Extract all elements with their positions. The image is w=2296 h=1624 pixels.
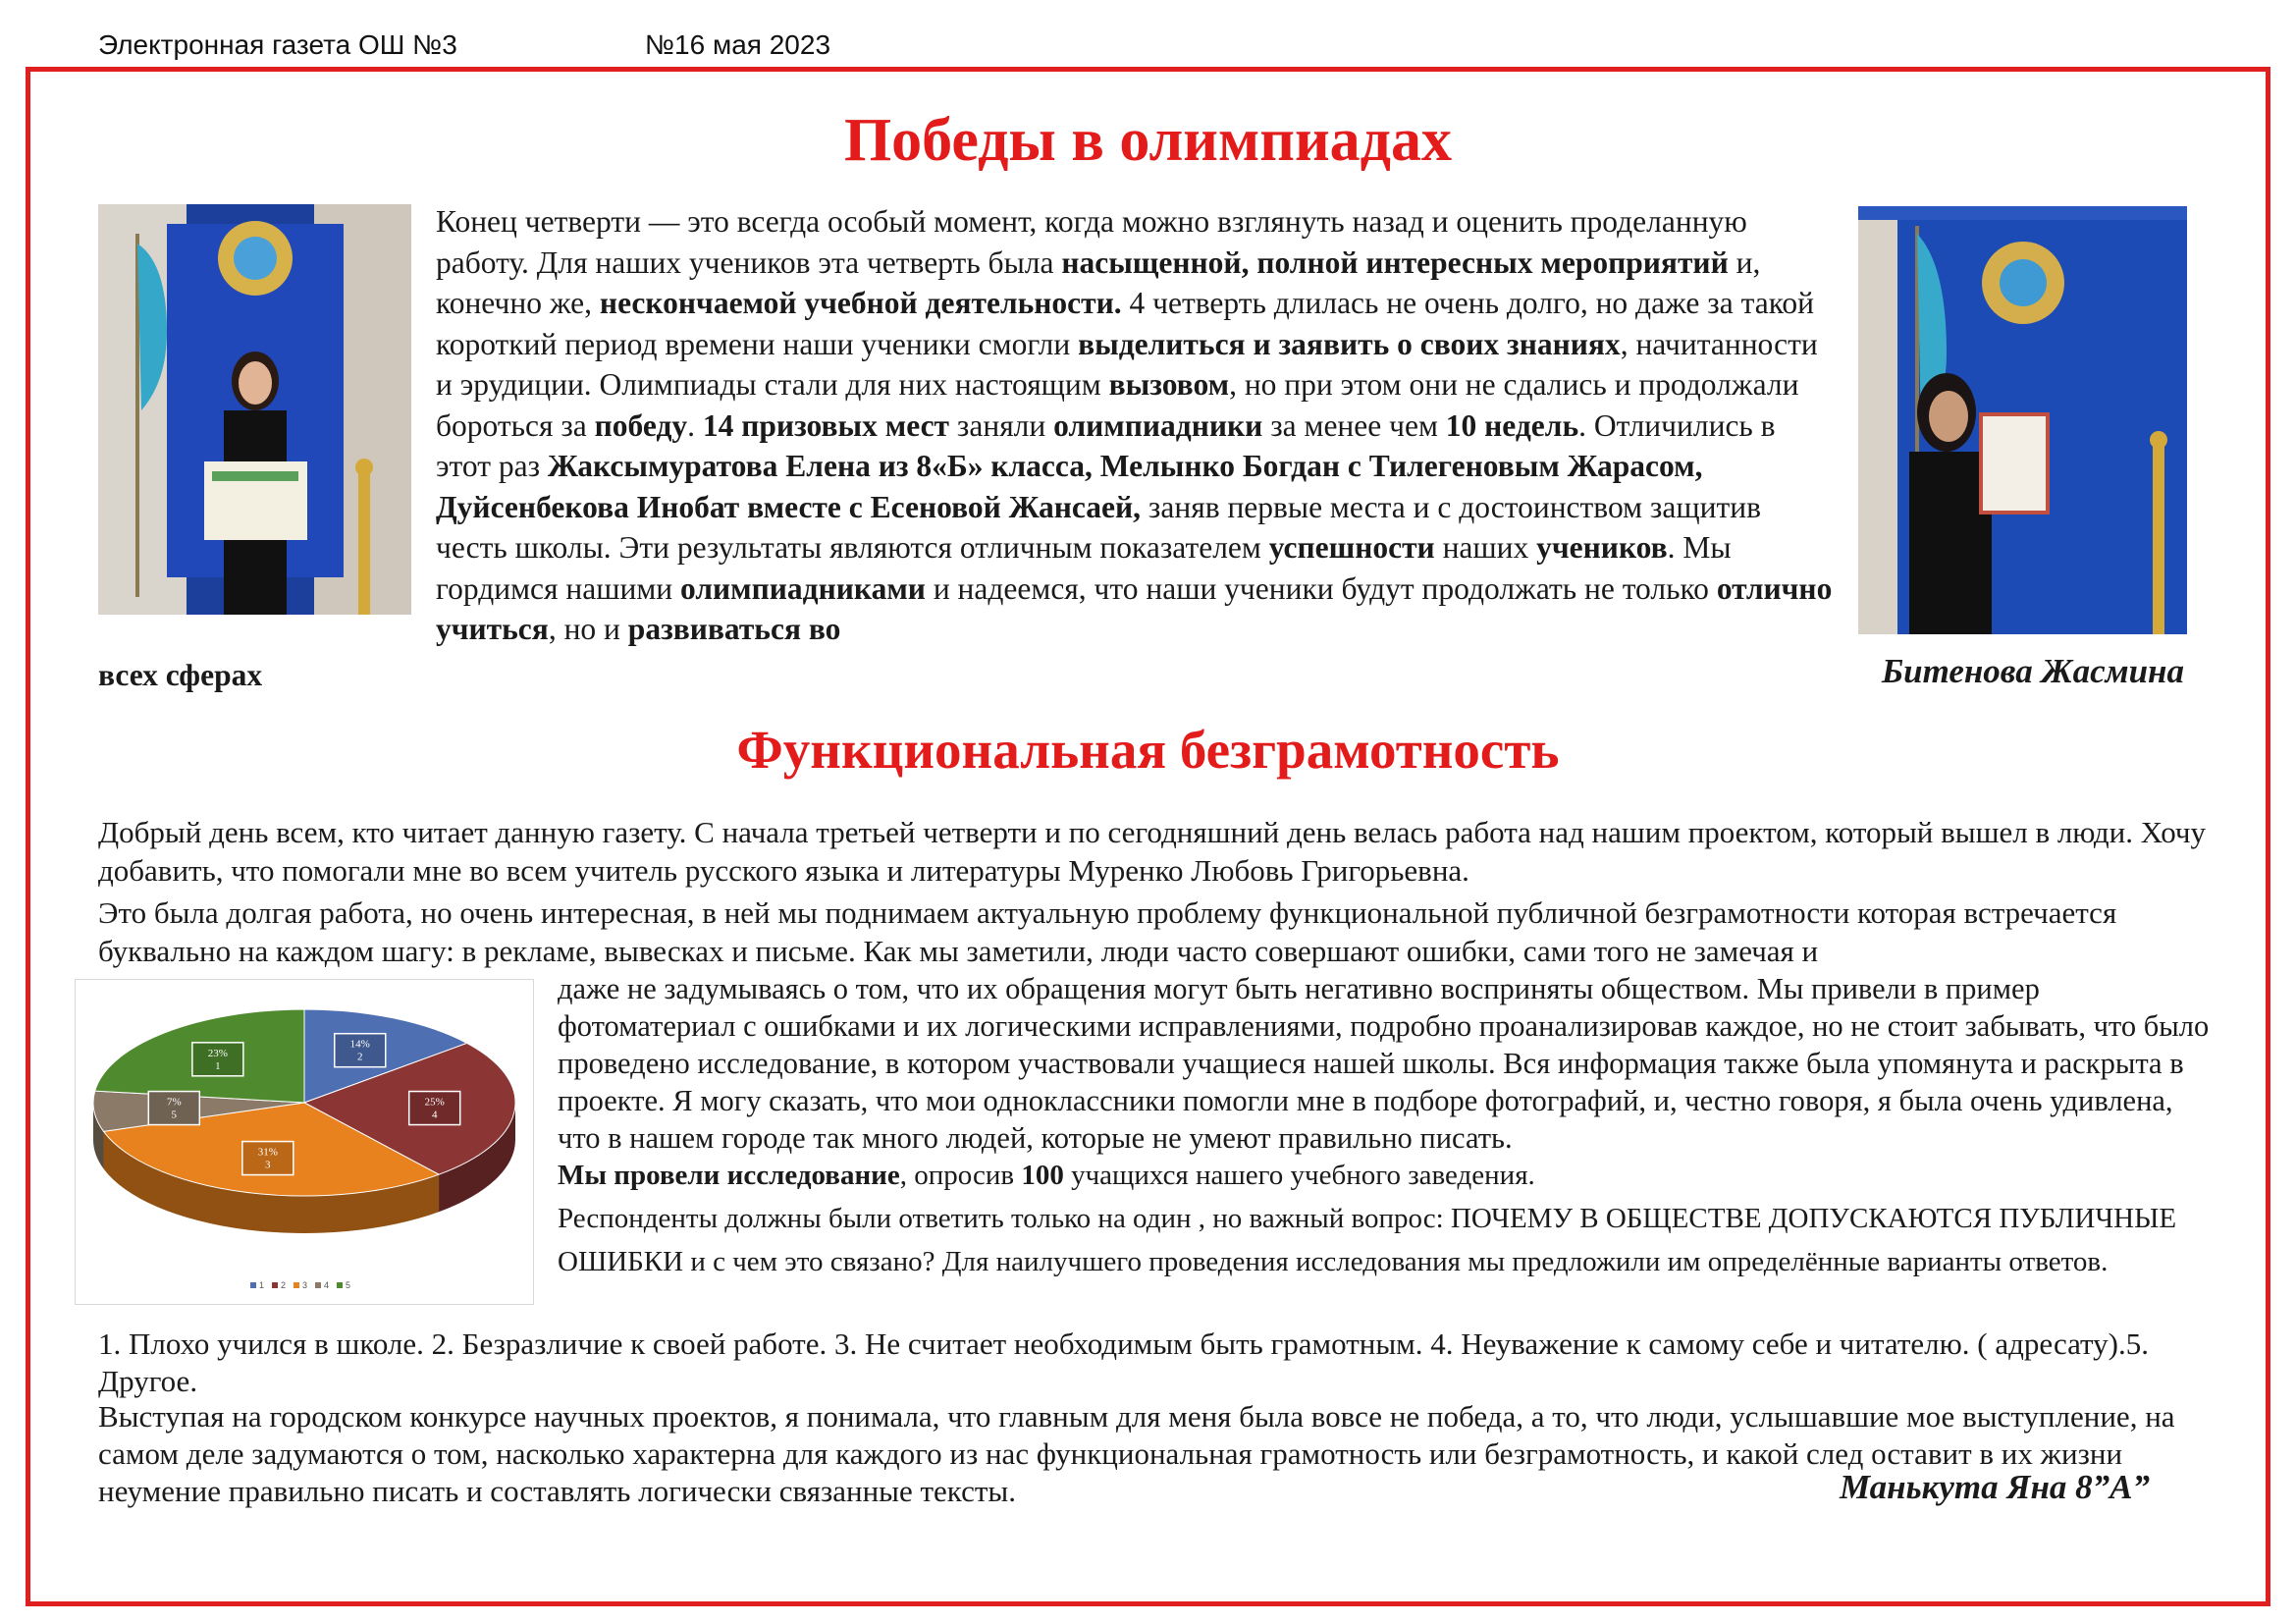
article1-bold-run: насыщенной, полной интересных мероприятий xyxy=(1061,244,1729,280)
issue-date: №16 мая 2023 xyxy=(645,29,831,60)
article1-overflow-line: всех сферах xyxy=(98,658,263,692)
legend-swatch-4 xyxy=(315,1282,321,1288)
legend-label-5: 5 xyxy=(346,1280,351,1290)
article1-text-run: , но при этом они не сдались и продолжали бороться за xyxy=(436,367,1799,443)
article1-text-run: 4 четверть длилась не очень долго, но даже за такой короткий период времени наши ученики смогли xyxy=(436,286,1815,361)
article1-text-run: и надеемся, что наши ученики будут продолжать не только xyxy=(925,570,1717,606)
article1-bold-run: 10 недель xyxy=(1445,407,1579,443)
data-label-4: 7% xyxy=(166,1096,182,1109)
legend-swatch-2 xyxy=(272,1282,278,1288)
legend-label-4: 4 xyxy=(324,1280,330,1290)
survey-pie-chart xyxy=(75,979,534,1305)
data-label-2: 4 xyxy=(431,1109,438,1121)
legend-swatch-3 xyxy=(294,1282,299,1288)
article2-author: Манькута Яна 8”А” xyxy=(1840,1468,2150,1506)
data-label-5: 1 xyxy=(215,1059,221,1072)
article1-bold-run: выделиться и заявить о своих знаниях xyxy=(1078,326,1621,361)
article2-final-paragraph: Выступая на городском конкурсе научных проектов, я понимала, что главным для меня была вовсе не победа, а то, что люди, услышавшие мое выступление, на самом деле задумаются о том, насколько характерна для каждого из нас функциональная грамотность или безграмотность, и какой след оставит в их жизни неумение правильно писать и составлять логически связанные тексты. xyxy=(98,1399,2175,1508)
article1-bold-run: победу xyxy=(594,407,688,443)
article1-text-run: заняв первые места и с достоинством защитив честь школы. Эти результаты являются отличным показателем xyxy=(436,489,1761,565)
article1-text-run: и, конечно же, xyxy=(436,244,1761,320)
article1-bold-run: нескончаемой учебной деятельности. xyxy=(599,286,1122,320)
article2-paragraph-3: даже не задумываясь о том, что их обращения могут быть негативно восприняты обществом. Мы привели в пример фотоматериал с ошибками и их логическими исправлениями, подробно проанализировав каждое, но не стоит забывать, что было проведено исследование, в котором участвовали учащиеся нашей школы. Вся информация также была упомянута и раскрыта в проекте. Я могу сказать, что мои одноклассники помогли мне в подборе фотографий, и, честно говоря, я была очень удивлена, что в нашем городе так много людей, которые не умеют правильно писать. xyxy=(558,972,2210,1155)
article1-bold-run: Жаксымуратова Елена из 8«Б» класса, Мелынко Богдан с Тилегеновым Жарасом, Дуйсенбекова Инобат вместе с Есеновой Жансаей, xyxy=(436,449,1703,524)
research-line xyxy=(558,1157,2216,1194)
article1-text-run: . Отличились в этот раз xyxy=(436,407,1776,483)
research-end: учащихся нашего учебного заведения. xyxy=(1063,1160,1535,1191)
pie-chart-svg xyxy=(76,980,533,1304)
article1-title: Победы в олимпиадах xyxy=(843,107,1453,174)
data-label-3: 3 xyxy=(265,1159,271,1171)
data-label-1: 14% xyxy=(349,1038,370,1051)
photo-left xyxy=(98,204,411,615)
article1-text-run: . Мы гордимся нашими xyxy=(436,530,1732,606)
article1-text-run: Конец четверти — это всегда особый момент, когда можно взглянуть назад и оценить проделанную работу. Для наших учеников эта четверть была xyxy=(436,204,1747,280)
data-label-1: 2 xyxy=(357,1051,363,1063)
article1-bold-run: отлично учиться xyxy=(436,570,1833,646)
photo-caption: Битенова Жасмина xyxy=(1881,652,2184,690)
data-label-4: 5 xyxy=(171,1109,178,1121)
legend-label-3: 3 xyxy=(302,1280,308,1290)
legend-swatch-1 xyxy=(250,1282,256,1288)
legend-swatch-5 xyxy=(337,1282,343,1288)
article1-text-run: , начитанности и эрудиции. Олимпиады стали для них настоящим xyxy=(436,326,1818,402)
article2-paragraph-1: Добрый день всем, кто читает данную газету. С начала третьей четверти и по сегодняшний день велась работа над нашим проектом, который вышел в люди. Хочу добавить, что помогали мне во всем учитель русского языка и литературы Муренко Любовь Григорьевна. xyxy=(98,815,2206,888)
survey-options: 1. Плохо учился в школе. 2. Безразличие к своей работе. 3. Не считает необходимым быть грамотным. 4. Неуважение к самому себе и читателю. ( адресату).5. Другое. xyxy=(98,1326,2150,1398)
article1-bold-run: олимпиадники xyxy=(1053,407,1263,443)
photo-right xyxy=(1858,206,2187,634)
research-number: 100 xyxy=(1021,1160,1064,1191)
article1-bold-run: олимпиадниками xyxy=(680,570,926,606)
article2-title: Функциональная безграмотность xyxy=(736,720,1560,780)
article1-text-run: наших xyxy=(1434,530,1537,565)
article1-bold-run: успешности xyxy=(1268,530,1435,565)
article1-text-run: за менее чем xyxy=(1262,407,1446,443)
article1-bold-run: вызовом xyxy=(1108,367,1230,402)
legend-label-1: 1 xyxy=(259,1280,265,1290)
research-mid: , опросив xyxy=(899,1160,1022,1191)
data-label-3: 31% xyxy=(257,1146,278,1159)
survey-question: Респонденты должны были ответить только на один , но важный вопрос: ПОЧЕМУ В ОБЩЕСТВЕ ДОПУСКАЮТСЯ ПУБЛИЧНЫЕ ОШИБКИ и с чем это связано? Для наилучшего проведения исследования мы предложили им определённые варианты ответов. xyxy=(558,1203,2177,1277)
article1-body xyxy=(436,201,1835,650)
newspaper-title: Электронная газета ОШ №3 xyxy=(98,29,457,60)
article1-text-run: заняли xyxy=(949,407,1054,443)
article1-text-run: , но и xyxy=(548,612,628,646)
data-label-5: 23% xyxy=(207,1047,228,1059)
data-label-2: 25% xyxy=(424,1096,445,1109)
article1-text-run: . xyxy=(687,407,703,443)
article2-paragraph-2: Это была долгая работа, но очень интересная, в ней мы поднимаем актуальную проблему функциональной публичной безграмотности которая встречается буквально на каждом шагу: в рекламе, вывесках и письме. Как мы заметили, люди часто совершают ошибки, сами того не замечая и xyxy=(98,895,2117,968)
article1-bold-run: учеников xyxy=(1536,530,1668,565)
article1-bold-run: развиваться во xyxy=(627,612,841,646)
article1-bold-run: 14 призовых мест xyxy=(702,407,950,443)
research-bold: Мы провели исследование xyxy=(558,1160,900,1191)
legend-label-2: 2 xyxy=(281,1280,287,1290)
